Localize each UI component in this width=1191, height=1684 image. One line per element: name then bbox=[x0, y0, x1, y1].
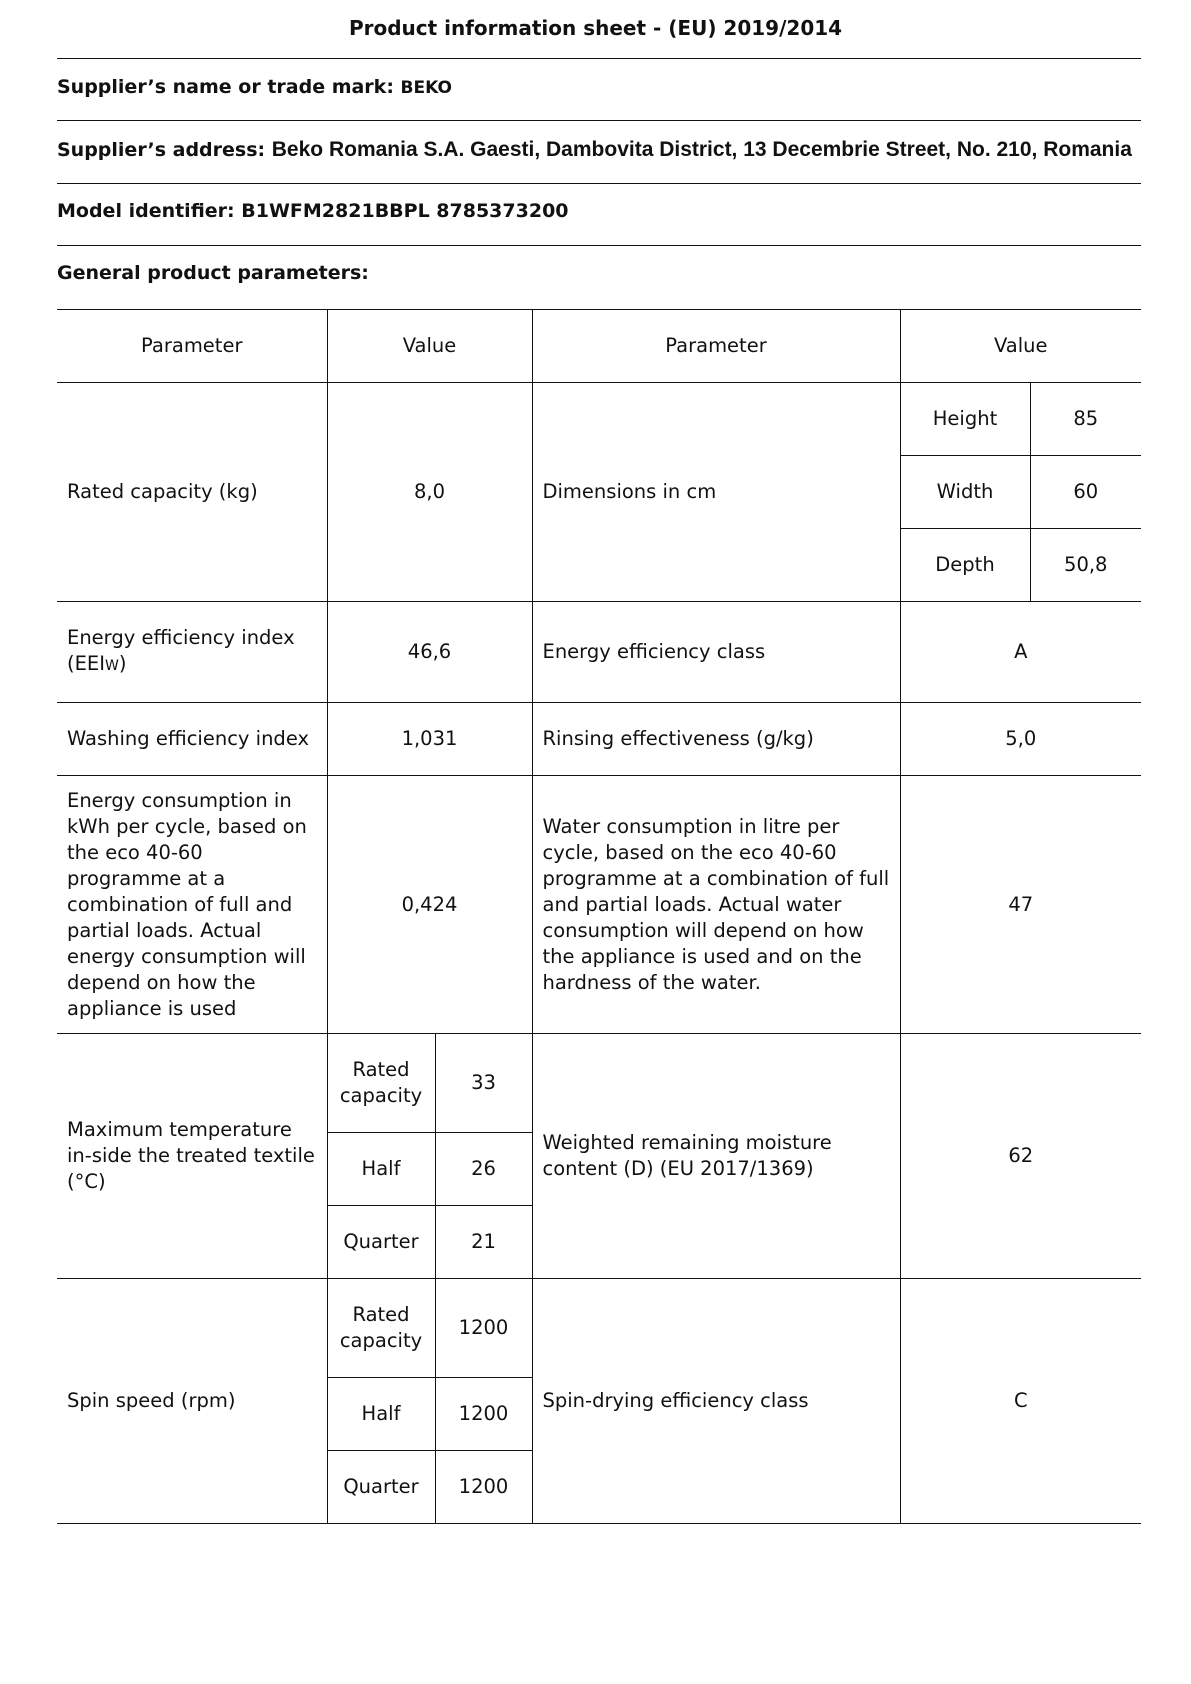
page-title: Product information sheet - (EU) 2019/2014 bbox=[348, 16, 843, 40]
table-row bbox=[57, 383, 1141, 456]
energy-class-label: Energy efficiency class bbox=[532, 602, 900, 703]
energy-consumption-label: Energy consumption in kWh per cycle, based on the eco 40-60 programme at a combination of full and partial loads. Actual energy consumption will depend on how the appliance is used bbox=[57, 776, 327, 1034]
general-parameters-heading: General product parameters: bbox=[57, 262, 369, 284]
divider bbox=[57, 183, 1141, 184]
height-value: 85 bbox=[1030, 383, 1141, 456]
rated-capacity-value: 8,0 bbox=[327, 383, 532, 602]
max-temp-rated-label: Rated capacity bbox=[327, 1034, 435, 1133]
dimensions-label: Dimensions in cm bbox=[532, 383, 900, 602]
model-identifier-value: B1WFM2821BBPL 8785373200 bbox=[241, 200, 569, 222]
spin-class-label: Spin-drying efficiency class bbox=[532, 1279, 900, 1524]
eei-label-suffix: ) bbox=[118, 652, 127, 675]
eei-label-prefix: (EEI bbox=[67, 652, 106, 675]
spin-class-value: C bbox=[900, 1279, 1141, 1524]
header-value: Value bbox=[327, 310, 532, 383]
spin-half-label: Half bbox=[327, 1378, 435, 1451]
eei-value: 46,6 bbox=[327, 602, 532, 703]
water-consumption-value: 47 bbox=[900, 776, 1141, 1034]
spin-half-value: 1200 bbox=[435, 1378, 532, 1451]
rinsing-value: 5,0 bbox=[900, 703, 1141, 776]
width-label: Width bbox=[900, 456, 1030, 529]
spin-quarter-value: 1200 bbox=[435, 1451, 532, 1524]
eei-label-subscript: W bbox=[105, 658, 119, 674]
moisture-value: 62 bbox=[900, 1034, 1141, 1279]
divider bbox=[57, 120, 1141, 121]
moisture-label: Weighted remaining moisture content (D) (EU 2017/1369) bbox=[532, 1034, 900, 1279]
washing-index-value: 1,031 bbox=[327, 703, 532, 776]
parameters-table bbox=[57, 309, 1141, 1524]
depth-value: 50,8 bbox=[1030, 529, 1141, 602]
energy-class-value: A bbox=[900, 602, 1141, 703]
supplier-address-value: Beko Romania S.A. Gaesti, Dambovita District, 13 Decembrie Street, No. 210, Romania bbox=[271, 138, 1132, 161]
max-temp-rated-value: 33 bbox=[435, 1034, 532, 1133]
eei-label-main: Energy efficiency index bbox=[67, 626, 295, 649]
max-temp-quarter-value: 21 bbox=[435, 1206, 532, 1279]
energy-consumption-value: 0,424 bbox=[327, 776, 532, 1034]
table-row bbox=[57, 776, 1141, 1034]
model-identifier-label: Model identifier: bbox=[57, 200, 235, 222]
model-identifier-row bbox=[57, 200, 569, 222]
supplier-address-row bbox=[57, 138, 1132, 162]
eei-label bbox=[57, 602, 327, 703]
width-value: 60 bbox=[1030, 456, 1141, 529]
header-parameter: Parameter bbox=[57, 310, 327, 383]
divider bbox=[57, 58, 1141, 59]
table-row bbox=[57, 1279, 1141, 1378]
table-row bbox=[57, 602, 1141, 703]
water-consumption-label: Water consumption in litre per cycle, based on the eco 40-60 programme at a combination of full and partial loads. Actual water consumption will depend on how the appliance is used and on the hardness of the water. bbox=[532, 776, 900, 1034]
table-header-row bbox=[57, 310, 1141, 383]
supplier-address-label: Supplier’s address: bbox=[57, 139, 266, 161]
max-temp-half-value: 26 bbox=[435, 1133, 532, 1206]
depth-label: Depth bbox=[900, 529, 1030, 602]
rinsing-label: Rinsing effectiveness (g/kg) bbox=[532, 703, 900, 776]
header-value: Value bbox=[900, 310, 1141, 383]
max-temperature-label: Maximum temperature in-side the treated textile (°C) bbox=[57, 1034, 327, 1279]
max-temp-half-label: Half bbox=[327, 1133, 435, 1206]
table-row bbox=[57, 1034, 1141, 1133]
spin-quarter-label: Quarter bbox=[327, 1451, 435, 1524]
supplier-name-value: BEKO bbox=[400, 78, 452, 98]
divider bbox=[57, 245, 1141, 246]
table-row bbox=[57, 703, 1141, 776]
header-parameter: Parameter bbox=[532, 310, 900, 383]
washing-index-label: Washing efficiency index bbox=[57, 703, 327, 776]
supplier-name-row bbox=[57, 76, 452, 98]
height-label: Height bbox=[900, 383, 1030, 456]
spin-rated-label: Rated capacity bbox=[327, 1279, 435, 1378]
spin-rated-value: 1200 bbox=[435, 1279, 532, 1378]
supplier-name-label: Supplier’s name or trade mark: bbox=[57, 76, 394, 98]
spin-speed-label: Spin speed (rpm) bbox=[57, 1279, 327, 1524]
max-temp-quarter-label: Quarter bbox=[327, 1206, 435, 1279]
rated-capacity-label: Rated capacity (kg) bbox=[57, 383, 327, 602]
